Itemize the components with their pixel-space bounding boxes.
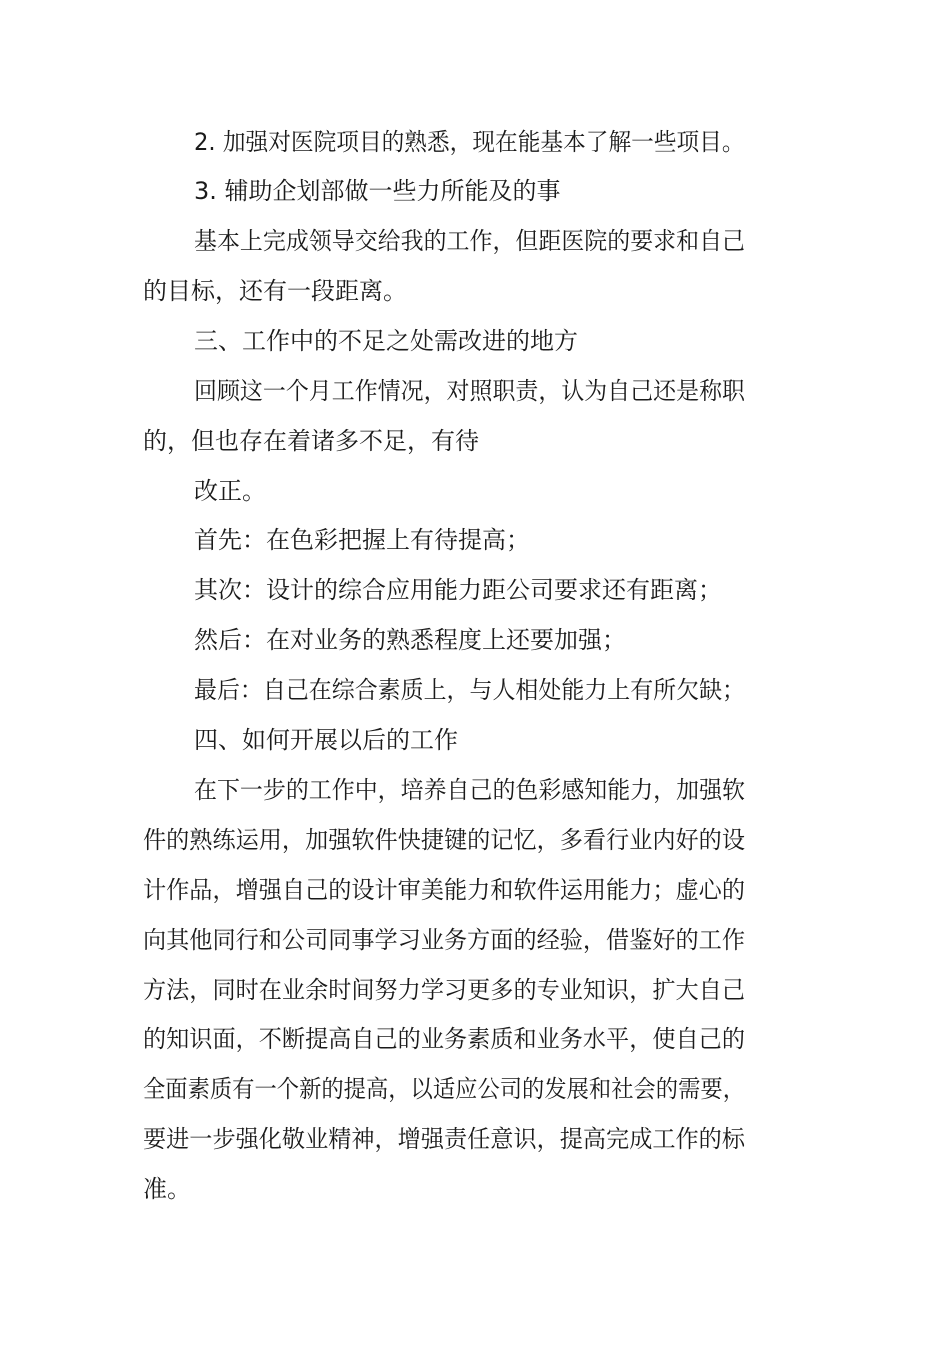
paragraph-line: 的，但也存在着诸多不足，有待 bbox=[143, 427, 479, 455]
paragraph-line: 基本上完成领导交给我的工作，但距医院的要求和自己 bbox=[194, 227, 746, 255]
section-heading-shortcomings: 三、工作中的不足之处需改进的地方 bbox=[194, 327, 578, 355]
shortcoming-item-second: 其次：设计的综合应用能力距公司要求还有距离； bbox=[194, 576, 722, 604]
paragraph-line: 改正。 bbox=[194, 477, 266, 505]
list-item-assist-planning: 3. 辅助企划部做一些力所能及的事 bbox=[194, 177, 561, 205]
paragraph-line: 件的熟练运用，加强软件快捷键的记忆，多看行业内好的设 bbox=[143, 826, 745, 854]
shortcoming-item-then: 然后：在对业务的熟悉程度上还要加强； bbox=[194, 626, 626, 654]
paragraph-line: 的目标，还有一段距离。 bbox=[143, 277, 407, 305]
paragraph-line: 的知识面，不断提高自己的业务素质和业务水平，使自己的 bbox=[143, 1025, 745, 1053]
paragraph-line: 向其他同行和公司同事学习业务方面的经验，借鉴好的工作 bbox=[143, 926, 745, 954]
paragraph-line: 要进一步强化敬业精神，增强责任意识，提高完成工作的标 bbox=[143, 1125, 745, 1153]
shortcoming-item-last: 最后：自己在综合素质上，与人相处能力上有所欠缺； bbox=[194, 676, 746, 704]
paragraph-line: 回顾这一个月工作情况，对照职责，认为自己还是称职 bbox=[194, 377, 746, 405]
paragraph-line: 方法，同时在业余时间努力学习更多的专业知识，扩大自己 bbox=[143, 976, 745, 1004]
paragraph-line: 全面素质有一个新的提高，以适应公司的发展和社会的需要， bbox=[143, 1075, 745, 1103]
section-heading-future-work: 四、如何开展以后的工作 bbox=[194, 726, 458, 754]
paragraph-line: 计作品，增强自己的设计审美能力和软件运用能力；虚心的 bbox=[143, 876, 745, 904]
list-item-familiarize-projects: 2. 加强对医院项目的熟悉，现在能基本了解一些项目。 bbox=[194, 128, 745, 156]
paragraph-line: 准。 bbox=[143, 1175, 191, 1203]
paragraph-line: 在下一步的工作中，培养自己的色彩感知能力，加强软 bbox=[194, 776, 746, 804]
shortcoming-item-first: 首先：在色彩把握上有待提高； bbox=[194, 526, 530, 554]
